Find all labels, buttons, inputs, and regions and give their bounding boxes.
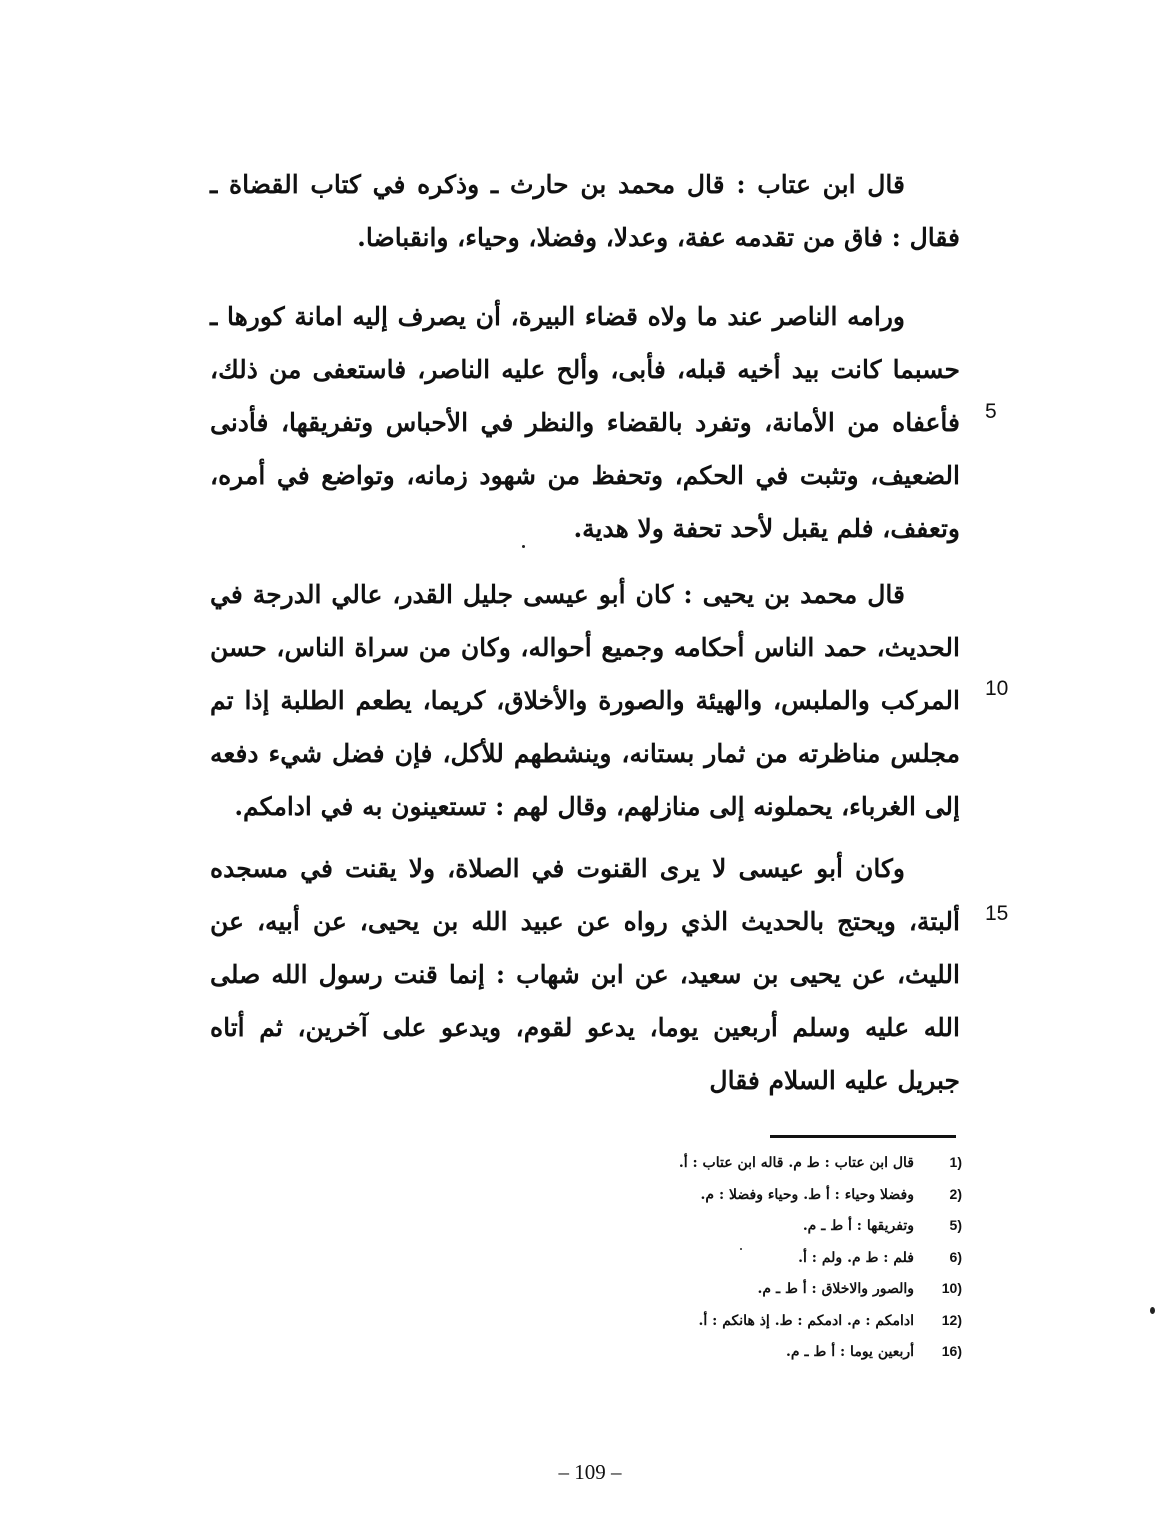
footnote-text: فلم : ط م. ولم : أ. — [798, 1249, 914, 1266]
footnote-item — [400, 1210, 962, 1242]
footnote-item — [400, 1179, 962, 1211]
footnote-item — [400, 1242, 962, 1274]
footnotes-section — [400, 1147, 962, 1368]
scan-speck — [522, 545, 525, 548]
footnote-text: ادامكم : م. ادمكم : ط. إذ هانكم : أ. — [698, 1312, 914, 1329]
footnote-number: 2) — [949, 1185, 962, 1202]
footnote-text: وتفريقها : أ ط ـ م. — [802, 1218, 914, 1234]
footnote-separator-rule — [770, 1135, 956, 1138]
footnote-number: 6) — [949, 1248, 962, 1265]
footnote-text: أربعين يوما : أ ط ـ م. — [786, 1344, 914, 1360]
footnote-number: 5) — [949, 1217, 962, 1233]
line-number-5: 5 — [985, 400, 997, 423]
footnote-number: 1) — [949, 1154, 962, 1170]
page-number: – 109 – — [558, 1460, 622, 1484]
main-text-paragraph-2 — [210, 290, 960, 555]
line-number-15: 15 — [985, 902, 1009, 925]
paragraph-1: قال ابن عتاب : قال محمد بن حارث ـ وذكره في كتاب القضاة ـ فقال : فاق من تقدمه عفة، وعدلا، وفضلا، وحياء، وانقباضا. — [210, 170, 960, 252]
footnote-item — [400, 1273, 962, 1305]
line-number-10: 10 — [985, 677, 1009, 700]
footnote-item — [400, 1147, 962, 1179]
footnote-text: قال ابن عتاب : ط م. قاله ابن عتاب : أ. — [678, 1155, 914, 1171]
paragraph-4: وكان أبو عيسى لا يرى القنوت في الصلاة، ولا يقنت في مسجده ألبتة، ويحتج بالحديث الذي رواه عن عبيد الله بن يحيى، عن أبيه، عن الليث، عن يحيى بن سعيد، عن ابن شهاب : إنما قنت رسول الله صلى الله عليه وسلم أربعين يوما، يدعو لقوم، ويدعو على آخرين، ثم أتاه جبريل عليه السلام فقال — [210, 854, 960, 1095]
paragraph-3: قال محمد بن يحيى : كان أبو عيسى جليل القدر، عالي الدرجة في الحديث، حمد الناس أحكامه وجميع أحواله، وكان من سراة الناس، حسن المركب والملبس، والهيئة والصورة والأخلاق، كريما، يطعم الطلبة إذا تم مجلس مناظرته من ثمار بستانه، وينشطهم للأكل، فإن فضل شيء دفعه إلى الغرباء، يحملونه إلى منازلهم، وقال لهم : تستعينون به في ادامكم. — [210, 580, 960, 821]
footnote-number: 12) — [941, 1311, 962, 1328]
scan-speck — [740, 1248, 742, 1250]
main-text-paragraph-1 — [210, 158, 960, 264]
footnote-item — [400, 1305, 962, 1337]
main-text-paragraph-3 — [210, 568, 960, 833]
scan-speck — [1150, 1307, 1155, 1314]
footnote-text: وفضلا وحياء : أ ط. وحياء وفضلا : م. — [700, 1186, 914, 1203]
main-text-paragraph-4 — [210, 842, 960, 1107]
footnote-text: والصور والاخلاق : أ ط ـ م. — [757, 1281, 914, 1297]
footnote-item — [400, 1336, 962, 1368]
footnote-number: 10) — [941, 1280, 962, 1296]
footnote-number: 16) — [941, 1343, 962, 1359]
paragraph-2: ورامه الناصر عند ما ولاه قضاء البيرة، أن يصرف إليه امانة كورها ـ حسبما كانت بيد أخيه قبله، فأبى، وألح عليه الناصر، فاستعفى من ذلك، فأعفاه من الأمانة، وتفرد بالقضاء والنظر في الأحباس وتفريقها، فأدنى الضعيف، وتثبت في الحكم، وتحفظ من شهود زمانه، وتواضع في أمره، وتعفف، فلم يقبل لأحد تحفة ولا هدية. — [210, 302, 960, 543]
